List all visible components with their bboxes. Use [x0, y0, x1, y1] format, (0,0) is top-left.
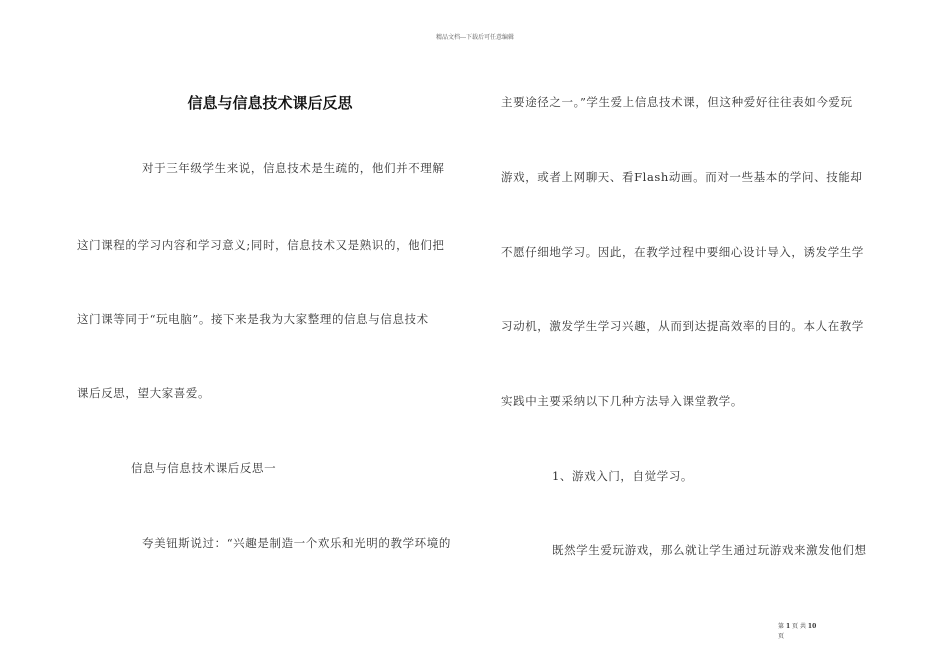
numbered-heading: 1、游戏入门，自觉学习。	[552, 469, 694, 483]
page-unit: 页	[792, 623, 799, 630]
page-header: 精品文档---下载后可任意编辑	[435, 34, 515, 41]
section-heading: 信息与信息技术课后反思一	[131, 461, 277, 475]
paragraph-line: 这门课程的学习内容和学习意义;同时，信息技术又是熟识的，他们把	[77, 238, 445, 252]
document-title: 信息与信息技术课后反思	[187, 94, 353, 112]
paragraph-line: 主要途径之一。”学生爱上信息技术课，但这种爱好往往表如今爱玩	[501, 95, 853, 109]
paragraph-line: 课后反思，望大家喜爱。	[77, 386, 211, 400]
paragraph-line: 不愿仔细地学习。因此，在教学过程中要细心设计导入，诱发学生学	[501, 245, 864, 259]
total-pages: 10	[807, 623, 817, 630]
paragraph-line: 夸美钮斯说过：“兴趣是制造一个欢乐和光明的教学环境的	[142, 536, 451, 550]
paragraph-line: 实践中主要采纳以下几种方法导入课堂教学。	[501, 394, 743, 408]
paragraph-line: 对于三年级学生来说，信息技术是生疏的，他们并不理解	[142, 161, 445, 175]
page-label: 第	[778, 623, 785, 630]
paragraph-line: 既然学生爱玩游戏，那么就让学生通过玩游戏来激发他们想	[552, 543, 867, 557]
paragraph-line: 这门课等同于“玩电脑”。接下来是我为大家整理的信息与信息技术	[77, 312, 429, 326]
total-label: 共	[799, 623, 806, 630]
paragraph-line: 习动机，激发学生学习兴趣，从而到达提高效率的目的。本人在教学	[501, 319, 864, 333]
total-unit: 页	[778, 633, 785, 640]
paragraph-line: 游戏，或者上网聊天、看Flash动画。而对一些基本的学问、技能却	[501, 170, 863, 184]
page-number: 1	[785, 623, 791, 630]
page-footer	[778, 622, 838, 642]
